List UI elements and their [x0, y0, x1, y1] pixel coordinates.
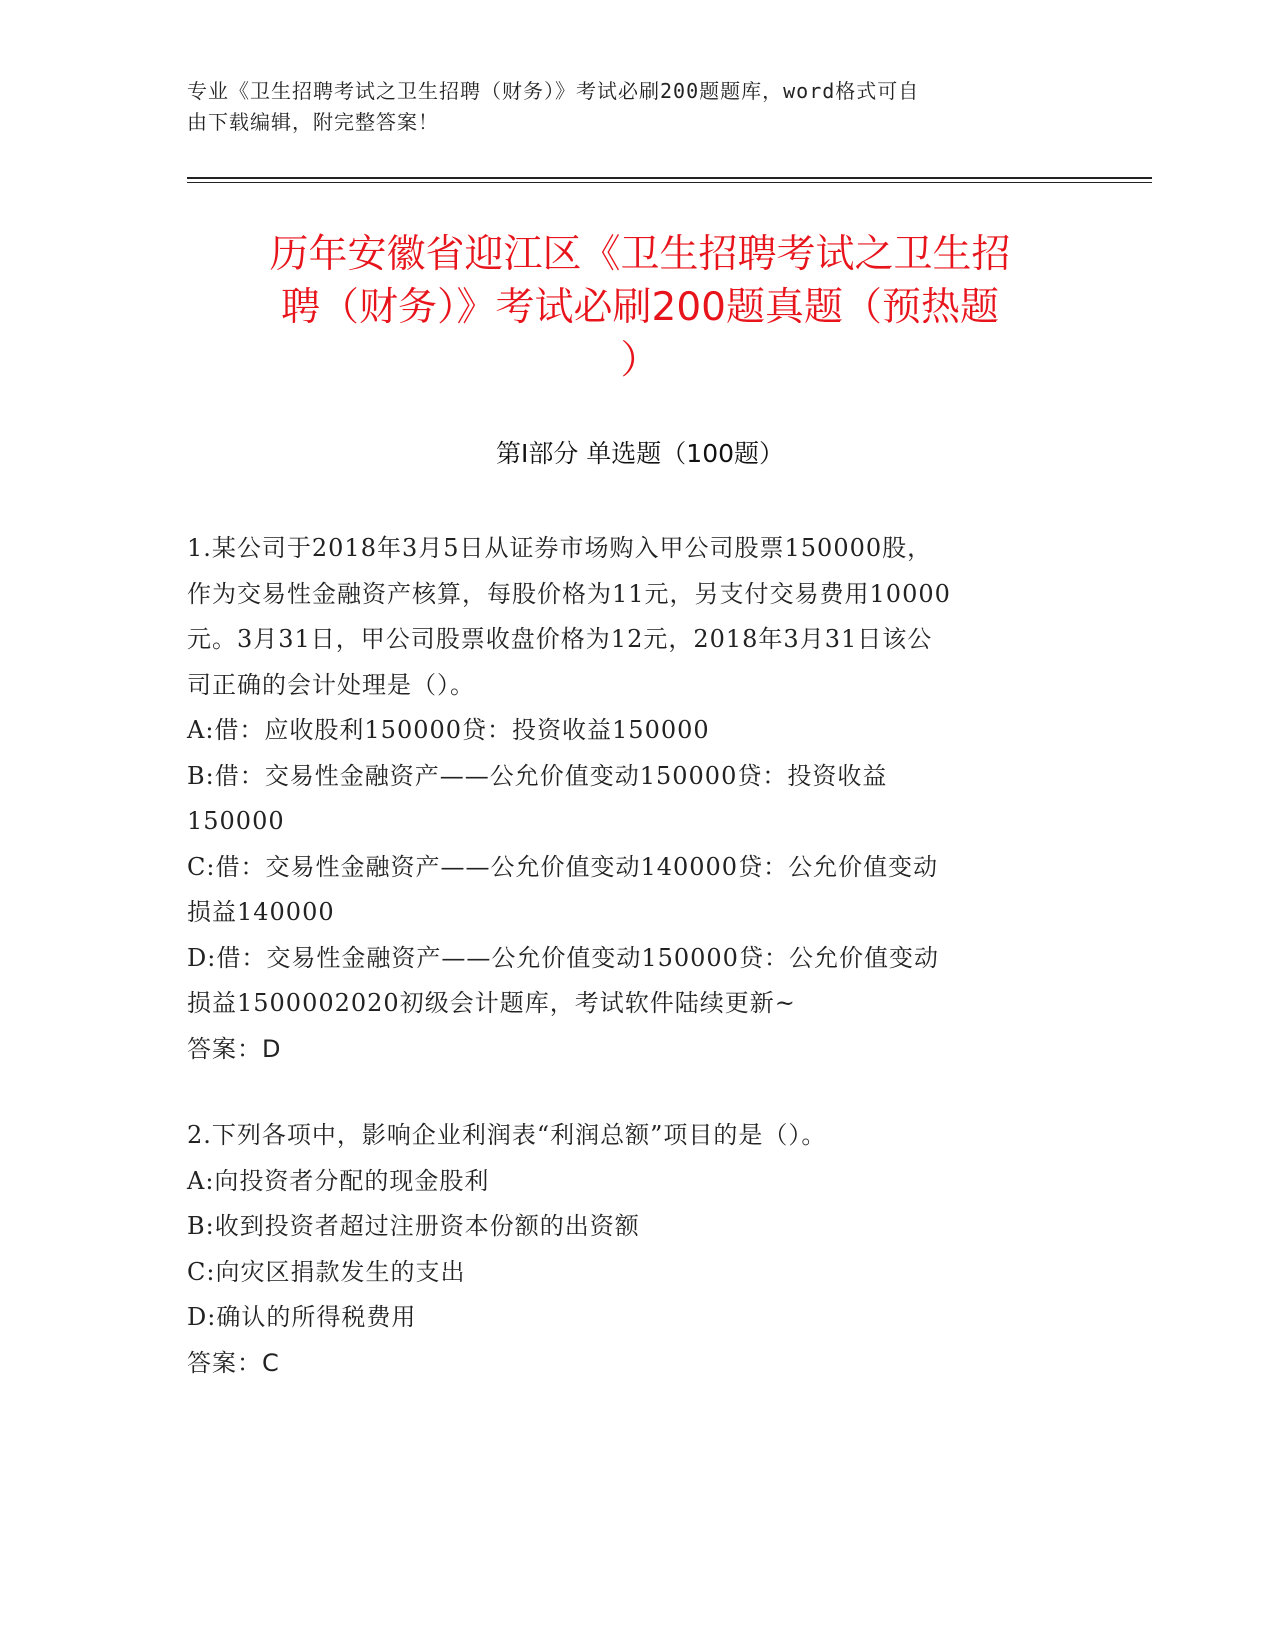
title-line: 历年安徽省迎江区《卫生招聘考试之卫生招: [269, 232, 1011, 277]
header-divider-thin: [187, 182, 1152, 183]
question-stem-line: 2.下列各项中，影响企业利润表“利润总额”项目的是（）。: [187, 1121, 827, 1149]
option-line: D:确认的所得税费用: [187, 1303, 417, 1331]
option-line: A:向投资者分配的现金股利: [187, 1166, 490, 1195]
option-line: A:借：应收股利150000贷：投资收益150000: [187, 716, 710, 744]
header-note-line: 由下载编辑，附完整答案！: [187, 110, 439, 134]
header-note-line: 专业《卫生招聘考试之卫生招聘（财务）》考试必刷200题题库，word格式可自: [187, 79, 920, 103]
option-line: C:向灾区捐款发生的支出: [187, 1257, 466, 1286]
question-block: [187, 1113, 1067, 1386]
question-stem-line: 元。3月31日，甲公司股票收盘价格为12元，2018年3月31日该公: [187, 625, 933, 653]
title-line: ）: [620, 338, 660, 383]
option-line: 损益140000: [187, 898, 335, 926]
document-title: [190, 228, 1090, 387]
section-heading: 第Ⅰ部分 单选题（100题）: [495, 439, 785, 468]
question-stem-line: 作为交易性金融资产核算，每股价格为11元，另支付交易费用10000: [187, 579, 951, 608]
option-line: 150000: [187, 807, 285, 835]
header-divider-thick: [187, 177, 1152, 179]
question-stem-line: 司正确的会计处理是（）。: [187, 670, 475, 699]
answer-line: 答案：D: [187, 1034, 282, 1063]
option-line: B:借：交易性金融资产——公允价值变动150000贷：投资收益: [187, 761, 888, 790]
option-line: D:借：交易性金融资产——公允价值变动150000贷：公允价值变动: [187, 943, 939, 972]
option-line: C:借：交易性金融资产——公允价值变动140000贷：公允价值变动: [187, 852, 939, 881]
header-note: [187, 76, 1067, 138]
option-line: 损益1500002020初级会计题库，考试软件陆续更新~: [187, 989, 796, 1017]
answer-line: 答案：C: [187, 1348, 280, 1377]
option-line: B:收到投资者超过注册资本份额的出资额: [187, 1212, 640, 1240]
question-block: [187, 526, 1067, 1072]
question-stem-line: 1.某公司于2018年3月5日从证券市场购入甲公司股票150000股，: [187, 534, 933, 562]
title-line: 聘（财务）》考试必刷200题真题（预热题: [281, 285, 999, 330]
